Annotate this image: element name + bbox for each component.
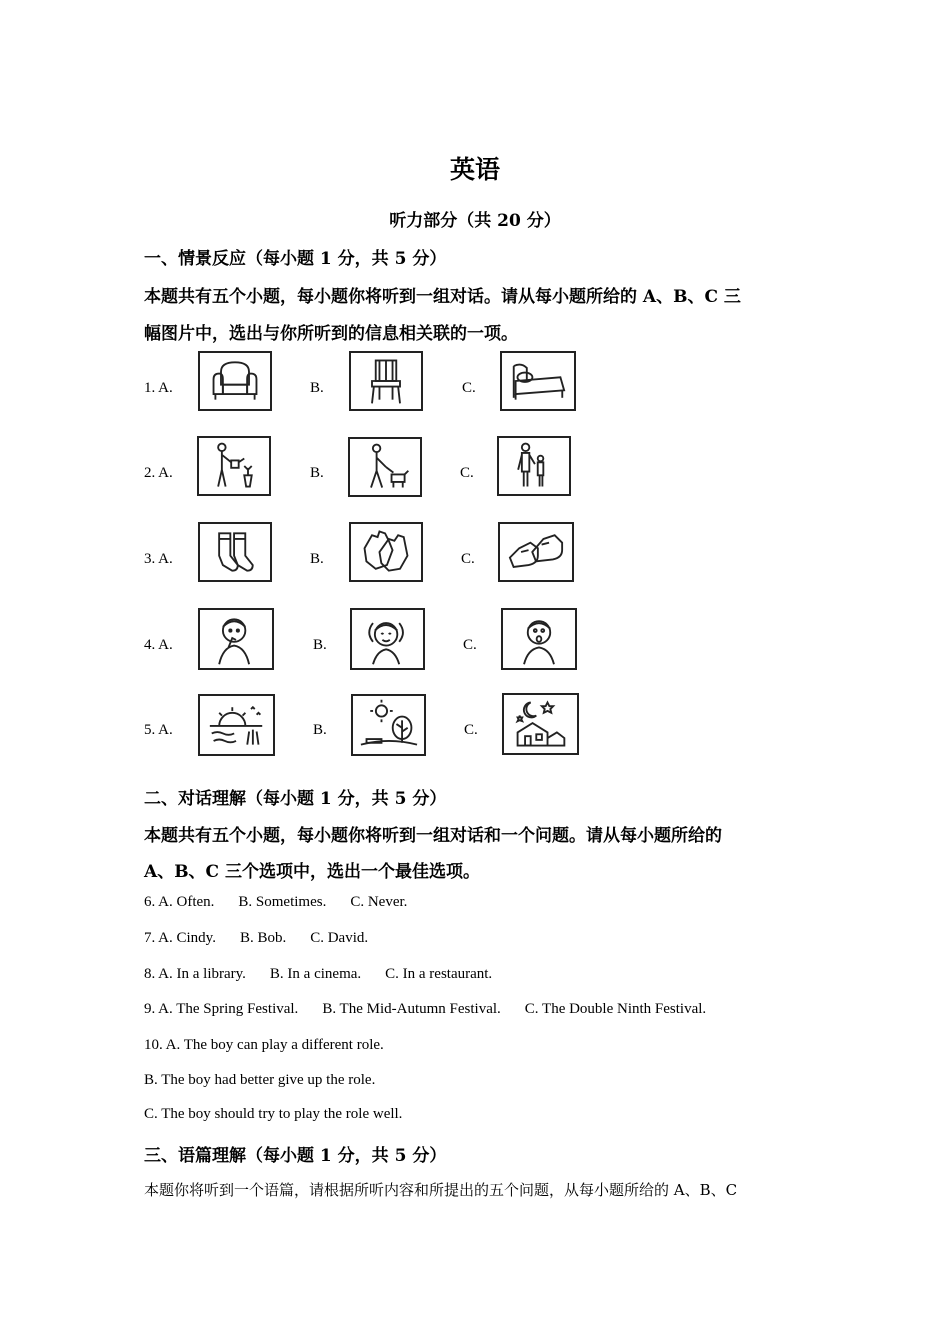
q6-option-b: B. Sometimes. [238,894,327,910]
question-7 [144,930,368,947]
q3-label-c: C. [461,551,475,567]
chair-icon [349,351,423,411]
walking-dog-icon [348,437,422,497]
night-house-icon [502,693,579,755]
q4-label-c: C. [463,637,477,653]
section2-instructions-line1: 本题共有五个小题，每小题你将听到一组对话和一个问题。请从每小题所给的 [144,826,722,846]
socks-icon [198,522,272,582]
q7-option-a: 7. A. Cindy. [144,930,216,946]
section1-instructions-line2: 幅图片中，选出与你所听到的信息相关联的一项。 [144,324,518,344]
q10-option-b: B. The boy had better give up the role. [144,1072,376,1088]
section1-instructions-line1: 本题共有五个小题，每小题你将听到一组对话。请从每小题所给的 A、B、C 三 [144,287,741,307]
q3-label-b: B. [310,551,324,567]
section2-instructions-line2: A、B、C 三个选项中，选出一个最佳选项。 [144,862,481,882]
q9-option-c: C. The Double Ninth Festival. [524,1001,707,1017]
gloves-icon [349,522,423,582]
q1-label-c: C. [462,380,476,396]
boy-relaxing-icon [350,608,425,670]
q7-option-b: B. Bob. [239,930,287,946]
q4-label-b: B. [313,637,327,653]
section2-heading: 二、对话理解（每小题 1 分，共 5 分） [144,789,447,809]
armchair-icon [198,351,272,411]
parent-child-icon [497,436,571,496]
question-6 [144,894,407,911]
q9-option-a: 9. A. The Spring Festival. [144,1001,299,1017]
q5-label-b: B. [313,722,327,738]
boy-surprised-icon [501,608,577,670]
q1-label-a: 1. A. [144,380,173,396]
sunset-lake-icon [198,694,275,756]
q5-label-c: C. [464,722,478,738]
q8-option-b: B. In a cinema. [269,966,362,982]
q6-option-c: C. Never. [350,894,408,910]
q4-label-a: 4. A. [144,637,173,653]
question-8 [144,966,492,983]
q8-option-a: 8. A. In a library. [144,966,246,982]
bed-icon [500,351,576,411]
q9-option-b: B. The Mid-Autumn Festival. [322,1001,501,1017]
boy-thinking-icon [198,608,274,670]
watering-plant-icon [197,436,271,496]
q7-option-c: C. David. [310,930,369,946]
q5-label-a: 5. A. [144,722,173,738]
sunny-tree-icon [351,694,426,756]
q8-option-c: C. In a restaurant. [385,966,493,982]
section1-heading: 一、情景反应（每小题 1 分，共 5 分） [144,249,447,269]
q2-label-c: C. [460,465,474,481]
page-subtitle: 听力部分（共 20 分） [389,211,561,231]
q10-option-c: C. The boy should try to play the role well. [144,1106,403,1122]
page-title: 英语 [449,155,500,184]
question-9 [144,1001,706,1018]
q2-label-b: B. [310,465,324,481]
q3-label-a: 3. A. [144,551,173,567]
q2-label-a: 2. A. [144,465,173,481]
q6-option-a: 6. A. Often. [144,894,215,910]
sneakers-icon [498,522,574,582]
section3-instructions-line1: 本题你将听到一个语篇，请根据所听内容和所提出的五个问题，从每小题所给的 A、B、C [144,1181,738,1199]
q10-option-a: 10. A. The boy can play a different role. [144,1037,384,1053]
q1-label-b: B. [310,380,324,396]
section3-heading: 三、语篇理解（每小题 1 分，共 5 分） [144,1146,447,1166]
